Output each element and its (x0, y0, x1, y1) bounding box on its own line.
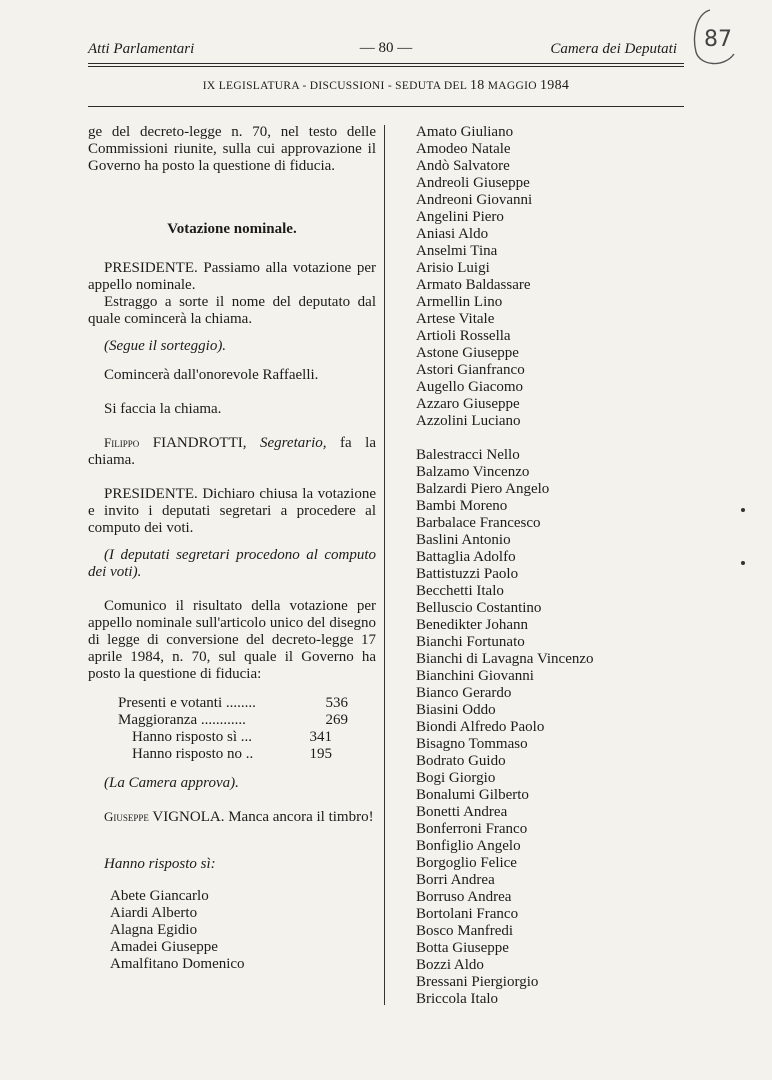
list-item: Bonferroni Franco (416, 821, 528, 837)
paragraph: PRESIDENTE. Passiamo alla votazione per appello nominale. (88, 260, 376, 293)
list-item: Azzaro Giuseppe (416, 396, 520, 412)
list-item: Borgoglio Felice (416, 855, 517, 871)
list-item: Arisio Luigi (416, 260, 490, 276)
list-item: Azzolini Luciano (416, 413, 521, 429)
header-left: Atti Parlamentari (88, 41, 195, 57)
list-item: Bogi Giorgio (416, 770, 496, 786)
list-item: Balestracci Nello (416, 447, 520, 463)
list-item: Augello Giacomo (416, 379, 524, 395)
paragraph: Comincerà dall'onorevole Raffaelli. (104, 367, 319, 383)
paragraph: Giuseppe VIGNOLA. Manca ancora il timbro! (104, 809, 374, 825)
list-item: Andreoni Giovanni (416, 192, 533, 208)
list-item: Balzamo Vincenzo (416, 464, 530, 480)
header-rule-bottom (88, 66, 684, 67)
list-item: Borri Andrea (416, 872, 495, 888)
list-item: Borruso Andrea (416, 889, 512, 905)
names-list-a (416, 124, 746, 430)
tally-row: Hanno risposto no .. 195 (132, 746, 332, 762)
list-heading: Hanno risposto sì: (104, 856, 216, 872)
stamp-number: 87 (704, 27, 732, 52)
list-item: Barbalace Francesco (416, 515, 541, 531)
list-item: Botta Giuseppe (416, 940, 509, 956)
names-list-b (416, 447, 746, 1008)
list-item: Anselmi Tina (416, 243, 498, 259)
list-item: Biondi Alfredo Paolo (416, 719, 545, 735)
names-list (88, 888, 376, 973)
list-item: Becchetti Italo (416, 583, 504, 599)
list-item: Aiardi Alberto (110, 905, 198, 921)
left-column (88, 124, 376, 973)
header-right: Camera dei Deputati (550, 41, 677, 57)
list-item: Amodeo Natale (416, 141, 511, 157)
column-divider (384, 125, 385, 1005)
list-item: Alagna Egidio (110, 922, 198, 938)
paragraph: Estraggo a sorte il nome del deputato dal quale comincerà la chiama. (88, 294, 376, 327)
list-item: Balzardi Piero Angelo (416, 481, 550, 497)
page-number: — 80 — (359, 40, 413, 56)
stage-direction: (I deputati segretari procedono al computo dei voti). (88, 547, 376, 580)
list-item: Amato Giuliano (416, 124, 514, 140)
list-item: Bosco Manfredi (416, 923, 514, 939)
list-item: Biasini Oddo (416, 702, 496, 718)
tally-row: Maggioranza ............ 269 (118, 712, 348, 728)
list-item: Battistuzzi Paolo (416, 566, 519, 582)
list-item: Bonfiglio Angelo (416, 838, 521, 854)
tally-row: Presenti e votanti ........ 536 (118, 695, 348, 711)
list-item: Bodrato Guido (416, 753, 506, 769)
list-item: Astone Giuseppe (416, 345, 519, 361)
list-item: Bozzi Aldo (416, 957, 484, 973)
list-item: Bianchi Fortunato (416, 634, 525, 650)
list-item: Artese Vitale (416, 311, 495, 327)
handwritten-page-stamp (690, 6, 740, 68)
vote-tally (118, 695, 348, 763)
list-item: Bressani Piergiorgio (416, 974, 539, 990)
stage-direction: (La Camera approva). (104, 775, 239, 791)
tally-row: Hanno risposto sì ... 341 (132, 729, 332, 745)
paragraph: Comunico il risultato della votazione per appello nominale sull'articolo unico del disegno di legge di conversione del decreto-legge 17 aprile 1984, n. 70, sul quale il Governo ha posto la questione di fiducia: (88, 598, 376, 682)
paragraph: Si faccia la chiama. (104, 401, 222, 417)
stage-direction: (Segue il sorteggio). (104, 338, 227, 354)
section-heading: Votazione nominale. (167, 221, 297, 237)
list-item: Bisagno Tommaso (416, 736, 528, 752)
list-item: Armato Baldassare (416, 277, 531, 293)
list-item: Amalfitano Domenico (110, 956, 245, 972)
list-item: Abete Giancarlo (110, 888, 209, 904)
margin-mark (741, 561, 745, 565)
list-item: Bambi Moreno (416, 498, 508, 514)
list-item: Andreoli Giuseppe (416, 175, 530, 191)
list-item: Bortolani Franco (416, 906, 519, 922)
list-item: Battaglia Adolfo (416, 549, 516, 565)
list-item: Benedikter Johann (416, 617, 529, 633)
paragraph: Filippo FIANDROTTI, Segretario, fa la chiama. (88, 435, 376, 468)
list-item: Andò Salvatore (416, 158, 510, 174)
list-item: Armellin Lino (416, 294, 503, 310)
list-item: Bianco Gerardo (416, 685, 512, 701)
list-item: Belluscio Costantino (416, 600, 542, 616)
list-item: Bianchi di Lavagna Vincenzo (416, 651, 594, 667)
header-rule-top (88, 63, 684, 64)
list-item: Amadei Giuseppe (110, 939, 218, 955)
right-column (416, 124, 746, 1008)
paragraph: ge del decreto-legge n. 70, nel testo delle Commissioni riunite, sulla cui approvazione il Governo ha posto la questione di fiducia. (88, 124, 376, 174)
list-item: Bianchini Giovanni (416, 668, 534, 684)
list-item: Aniasi Aldo (416, 226, 489, 242)
session-subtitle: IX LEGISLATURA - DISCUSSIONI - SEDUTA DEL 18 MAGGIO 1984 (202, 78, 570, 93)
list-item: Angelini Piero (416, 209, 504, 225)
paragraph: PRESIDENTE. Dichiaro chiusa la votazione e invito i deputati segretari a procedere al computo dei voti. (88, 486, 376, 536)
margin-mark (741, 508, 745, 512)
list-item: Artioli Rossella (416, 328, 511, 344)
list-item: Baslini Antonio (416, 532, 511, 548)
list-item: Astori Gianfranco (416, 362, 525, 378)
list-item: Briccola Italo (416, 991, 499, 1007)
subtitle-rule (88, 106, 684, 107)
list-item: Bonalumi Gilberto (416, 787, 529, 803)
list-item: Bonetti Andrea (416, 804, 508, 820)
